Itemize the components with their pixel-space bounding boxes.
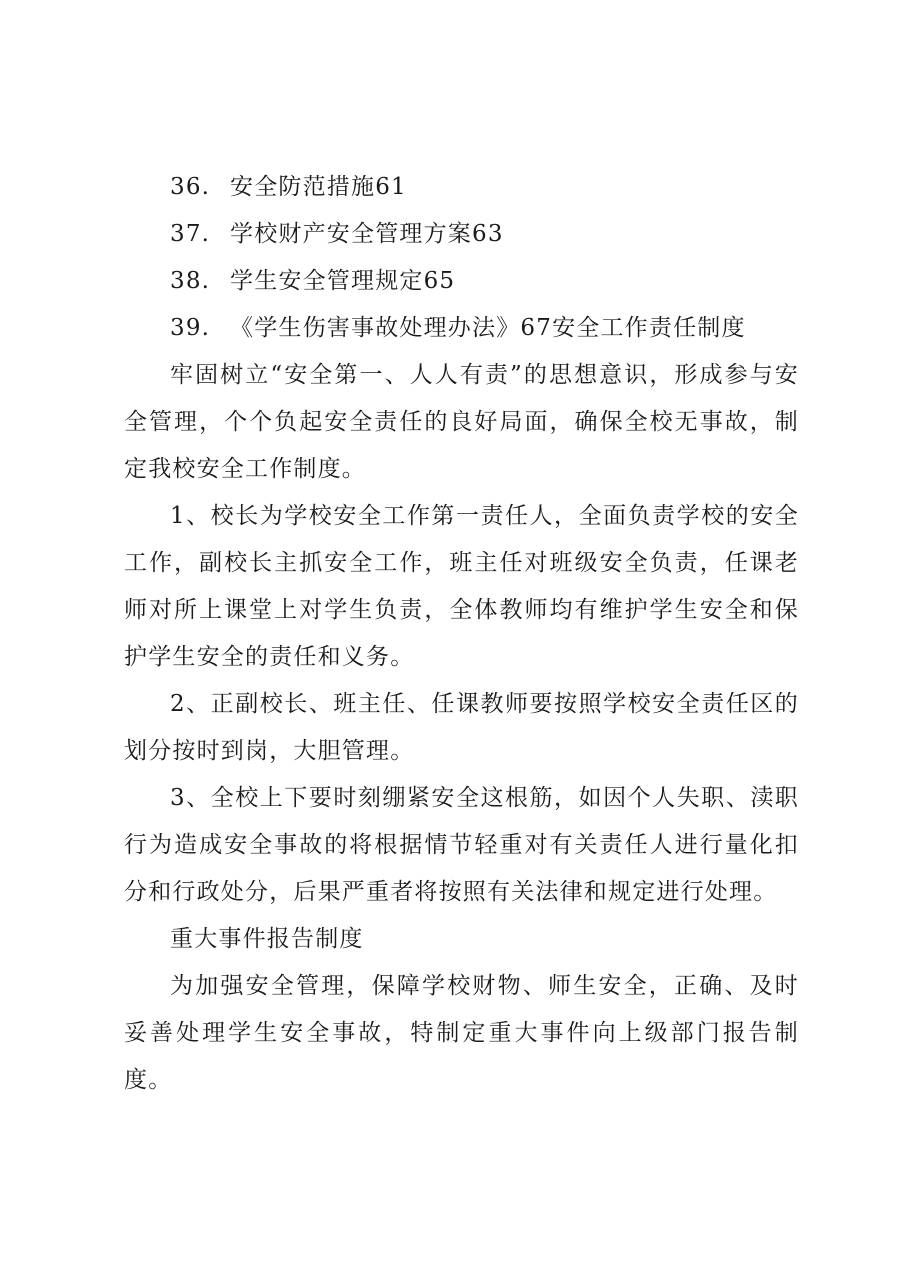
section1-item-2: 2、正副校长、班主任、任课教师要按照学校安全责任区的划分按时到岗，大胆管理。 [124, 691, 799, 764]
toc-item-title: 学校财产安全管理方案63 [230, 221, 504, 247]
toc-item [124, 258, 799, 305]
toc-item-title: 学生安全管理规定65 [230, 268, 456, 294]
document-body [124, 164, 799, 1104]
toc-item-number: 37. [170, 221, 211, 247]
toc-item-number: 39. [170, 315, 211, 341]
toc-item [124, 305, 799, 352]
toc-item-title: 安全防范措施61 [230, 174, 407, 200]
section1-item-3: 3、全校上下要时刻绷紧安全这根筋，如因个人失职、渎职行为造成安全事故的将根据情节轻重对有关责任人进行量化扣分和行政处分，后果严重者将按照有关法律和规定进行处理。 [124, 785, 799, 905]
section1-item-1: 1、校长为学校安全工作第一责任人，全面负责学校的安全工作，副校长主抓安全工作，班主任对班级安全负责，任课老师对所上课堂上对学生负责，全体教师均有维护学生安全和保护学生安全的责任和义务。 [124, 503, 799, 670]
section1-intro-paragraph: 牢固树立“安全第一、人人有责”的思想意识，形成参与安全管理，个个负起安全责任的良好局面，确保全校无事故，制定我校安全工作制度。 [124, 362, 799, 482]
section2-heading: 重大事件报告制度 [170, 926, 364, 952]
toc-item [124, 164, 799, 211]
toc-item-number: 36. [170, 174, 211, 200]
toc-item [124, 211, 799, 258]
toc-item-title: 《学生伤害事故处理办法》67安全工作责任制度 [230, 315, 746, 341]
section2-intro-paragraph: 为加强安全管理，保障学校财物、师生安全，正确、及时妥善处理学生安全事故，特制定重大事件向上级部门报告制度。 [124, 973, 799, 1093]
toc-item-number: 38. [170, 268, 211, 294]
